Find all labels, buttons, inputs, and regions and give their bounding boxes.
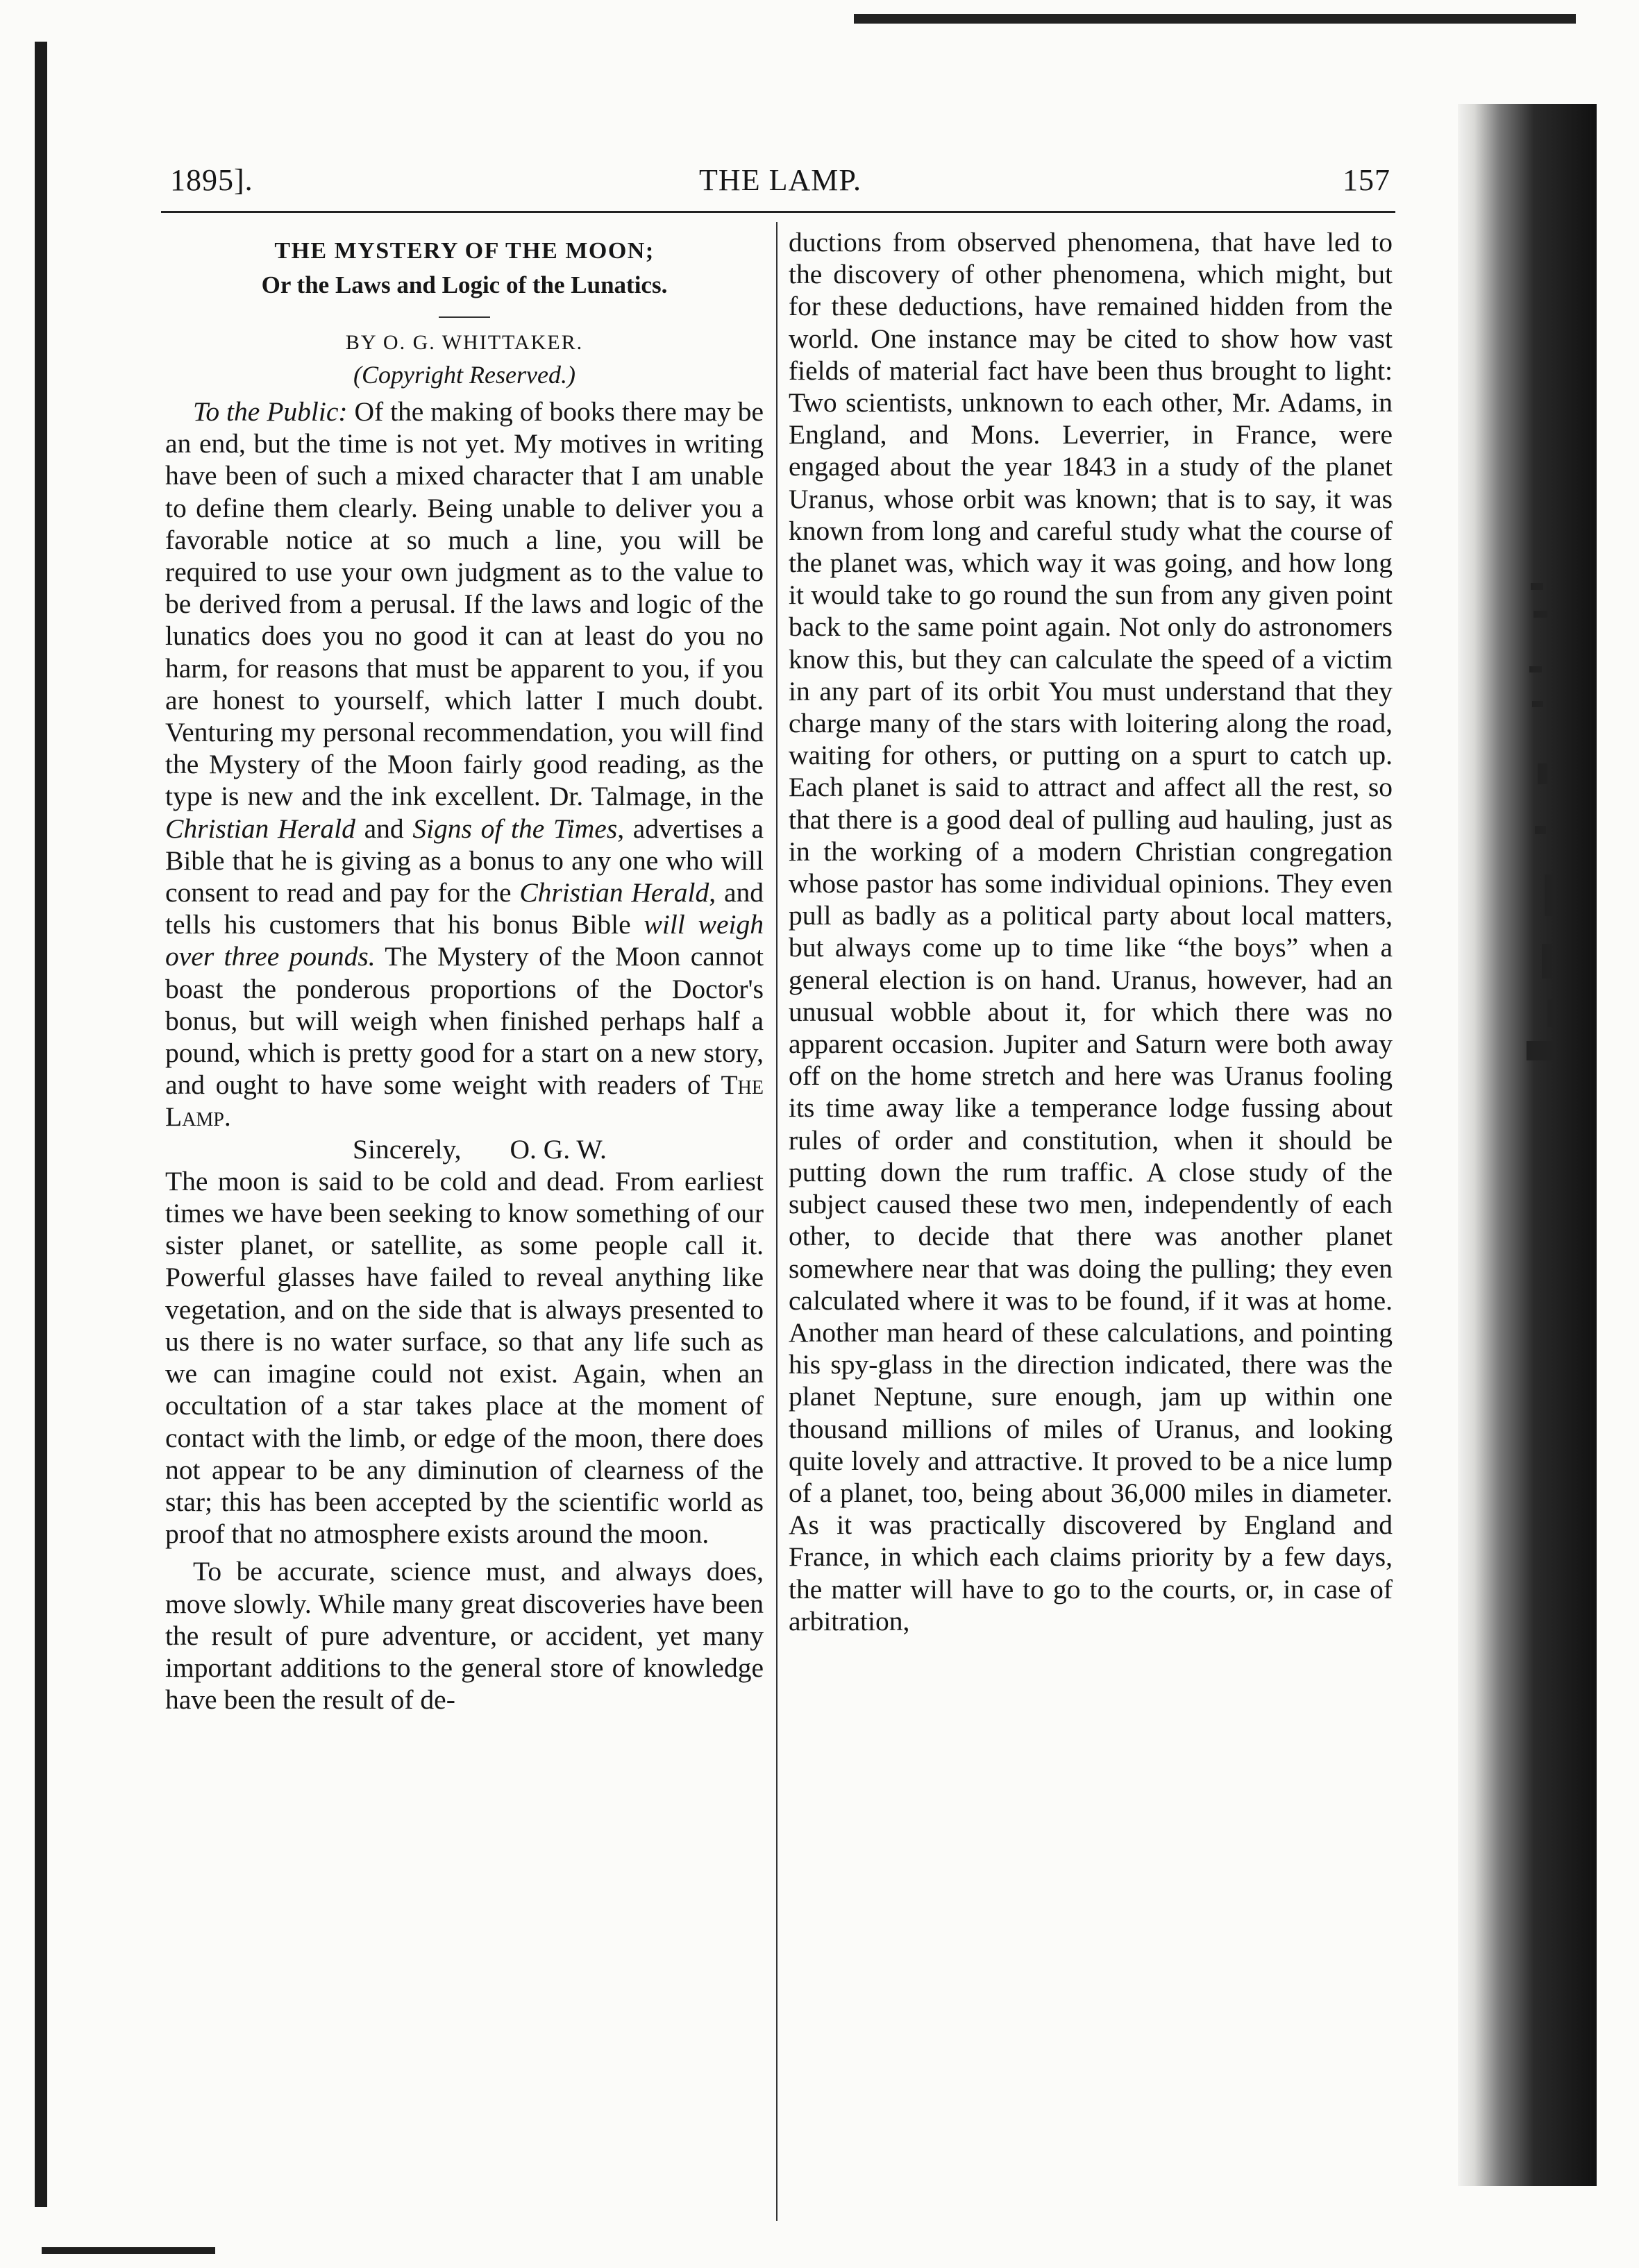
science-paragraph-start: To be accurate, science must, and always does, move slowly. While many great discoveries have been the result of pure adventure, or accident, yet many important additions to the general store of knowledge have been the result of de- <box>165 1556 764 1716</box>
copyright-notice: (Copyright Reserved.) <box>353 361 575 389</box>
header-journal-title: THE LAMP. <box>699 163 861 197</box>
salutation: To the Public: <box>193 396 348 427</box>
signoff-initials: O. G. W. <box>510 1133 607 1165</box>
byline: BY O. G. WHITTAKER. <box>345 331 584 354</box>
title-rule <box>439 316 490 318</box>
scan-edge-left <box>35 42 47 2207</box>
article-title: THE MYSTERY OF THE MOON; <box>274 238 655 264</box>
running-header <box>170 162 1390 205</box>
column-divider <box>776 222 778 2221</box>
signoff-closing: Sincerely, <box>353 1133 462 1165</box>
scan-edge-right <box>1458 104 1597 2186</box>
left-column <box>165 226 764 1716</box>
signoff <box>165 1133 764 1165</box>
page-number: 157 <box>1343 163 1390 197</box>
scan-edge-top <box>854 14 1576 24</box>
bleed-through-marks <box>1524 583 1572 1110</box>
article-subtitle: Or the Laws and Logic of the Lunatics. <box>261 271 668 298</box>
moon-paragraph: The moon is said to be cold and dead. From earliest times we have been seeking to know something of our sister planet, or satellite, as some people call it. Powerful glasses have failed to reveal anything like vegetation, and on the side that is always presented to us there is no water surface, so that any life such as we can imagine could not exist. Again, when an occultation of a star takes place at the moment of contact with the limb, or edge of the moon, there does not appear to be any diminution of clearness of the star; this has been accepted by the scientific world as proof that no atmosphere exists around the moon. <box>165 1165 764 1550</box>
intro-paragraph: To the Public: Of the making of books there may be an end, but the time is not yet. My motives in writing have been of such a mixed character that I am unable to define them clearly. Being unable to deliver you a favorable notice at so much a line, you will be required to use your own judgment as to the value to be derived from a perusal. If the laws and logic of the lunatics does you no good it can at least do you no harm, for reasons that must be apparent to you, if you are honest to yourself, which latter I much doubt. Venturing my personal recommendation, you will find the Mystery of the Moon fairly good reading, as the type is new and the ink excellent. Dr. Talmage, in the Christian Herald and Signs of the Times, advertises a Bible that he is giving as a bonus to any one who will consent to read and pay for the Christian Herald, and tells his customers that his bonus Bible will weigh over three pounds. The Mystery of the Moon cannot boast the ponderous proportions of the Doctor's bonus, but will weigh when finished perhaps half a pound, which is pretty good for a start on a new story, and ought to have some weight with readers of The Lamp. <box>165 396 764 1133</box>
scan-edge-bottom <box>42 2247 215 2254</box>
science-paragraph-continued: ductions from observed phenomena, that have led to the discovery of other phenomena, which might, but for these deductions, have remained hidden from the world. One instance may be cited to show how vast fields of material fact have been thus brought to light: Two scientists, unknown to each other, Mr. Adams, in England, and Mons. Leverrier, in France, were engaged about the year 1843 in a study of the planet Uranus, whose orbit was known; that is to say, it was known from long and careful study what the course of the planet was, which way it was going, and how long it would take to go round the sun from any given point back to the same point again. Not only do astronomers know this, but they can calculate the speed of a victim in any part of its orbit You must understand that they charge many of the stars with loitering along the road, waiting for others, or putting on a spurt to catch up. Each planet is said to attract and affect all the rest, so that there is a good deal of pulling aud hauling, just as in the working of a modern Christian congregation whose pastor has some individual opinions. They even pull as badly as a political party about local matters, but always come up to time like “the boys” when a general election is on hand. Uranus, however, had an unusual wobble about it, for which there was no apparent occasion. Jupiter and Saturn were both away off on the home stretch and here was Uranus fooling its time away like a temperance lodge fussing about rules of order and constitution, when it should be putting down the rum traffic. A close study of the subject caused these two men, independently of each other, to decide that there was another planet somewhere near that was doing the pulling; they even calculated where it was to be found, if it was at home. Another man heard of these calculations, and pointing his spy-glass in the direction indicated, there was the planet Neptune, sure enough, jam up within one thousand millions of miles of Uranus, and looking quite lovely and attractive. It proved to be a nice lump of a planet, too, being about 36,000 miles in diameter. As it was practically discovered by England and France, in which each claims priority by a few days, the matter will have to go to the courts, or, in case of arbitration, <box>789 227 1393 1636</box>
header-year: 1895]. <box>170 163 253 197</box>
header-rule <box>161 211 1395 213</box>
right-column <box>789 226 1393 1637</box>
